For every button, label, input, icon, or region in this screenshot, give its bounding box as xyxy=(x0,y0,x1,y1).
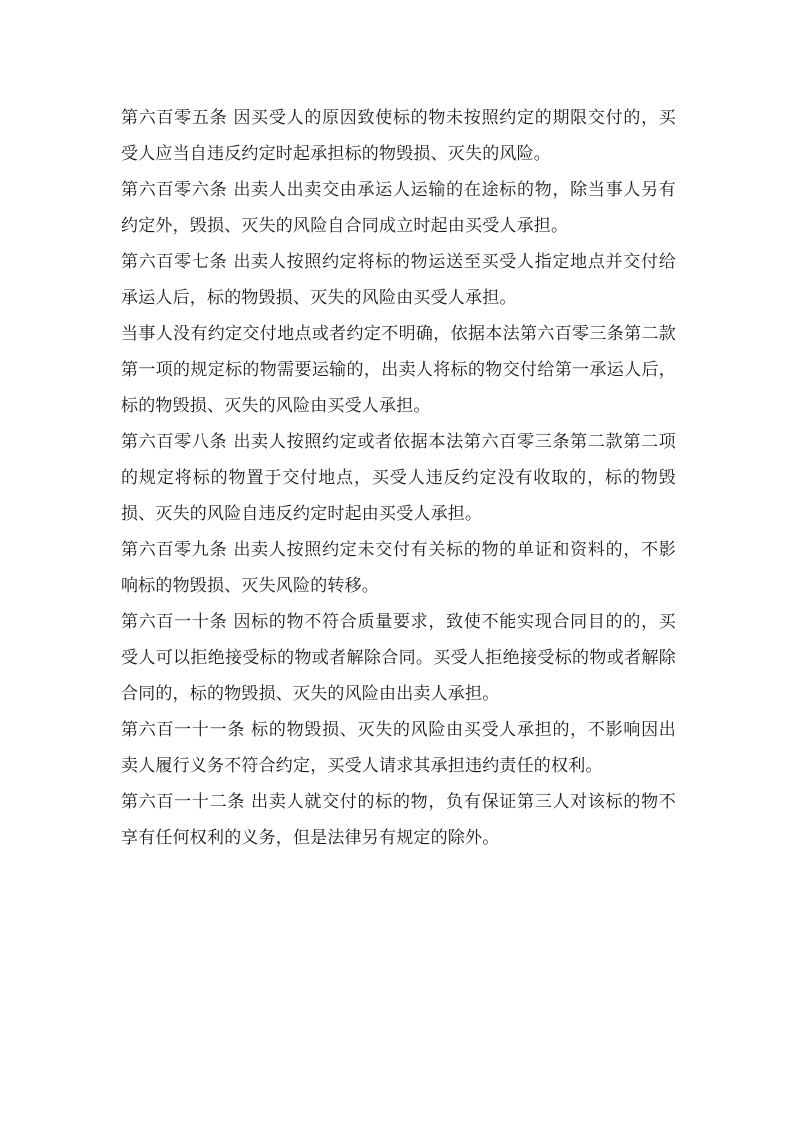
article-608: 第六百零八条 出卖人按照约定或者依据本法第六百零三条第二款第二项的规定将标的物置于交付地点，买受人违反约定没有收取的，标的物毁损、灭失的风险自违反约定时起由买受人承担。 xyxy=(121,432,676,524)
article-607-clause-2: 当事人没有约定交付地点或者约定不明确，依据本法第六百零三条第二款第一项的规定标的物需要运输的，出卖人将标的物交付给第一承运人后，标的物毁损、灭失的风险由买受人承担。 xyxy=(121,324,676,416)
article-606: 第六百零六条 出卖人出卖交由承运人运输的在途标的物，除当事人另有约定外，毁损、灭失的风险自合同成立时起由买受人承担。 xyxy=(121,180,676,236)
article-611: 第六百一十一条 标的物毁损、灭失的风险由买受人承担的，不影响因出卖人履行义务不符合约定，买受人请求其承担违约责任的权利。 xyxy=(121,720,676,776)
article-605: 第六百零五条 因买受人的原因致使标的物未按照约定的期限交付的，买受人应当自违反约定时起承担标的物毁损、灭失的风险。 xyxy=(121,108,676,164)
article-610: 第六百一十条 因标的物不符合质量要求，致使不能实现合同目的的，买受人可以拒绝接受标的物或者解除合同。买受人拒绝接受标的物或者解除合同的，标的物毁损、灭失的风险由出卖人承担。 xyxy=(121,612,676,704)
document-body xyxy=(121,100,676,856)
article-607: 第六百零七条 出卖人按照约定将标的物运送至买受人指定地点并交付给承运人后，标的物毁损、灭失的风险由买受人承担。 xyxy=(121,252,676,308)
article-609: 第六百零九条 出卖人按照约定未交付有关标的物的单证和资料的，不影响标的物毁损、灭失风险的转移。 xyxy=(121,540,676,596)
article-612: 第六百一十二条 出卖人就交付的标的物，负有保证第三人对该标的物不享有任何权利的义务，但是法律另有规定的除外。 xyxy=(121,792,676,848)
